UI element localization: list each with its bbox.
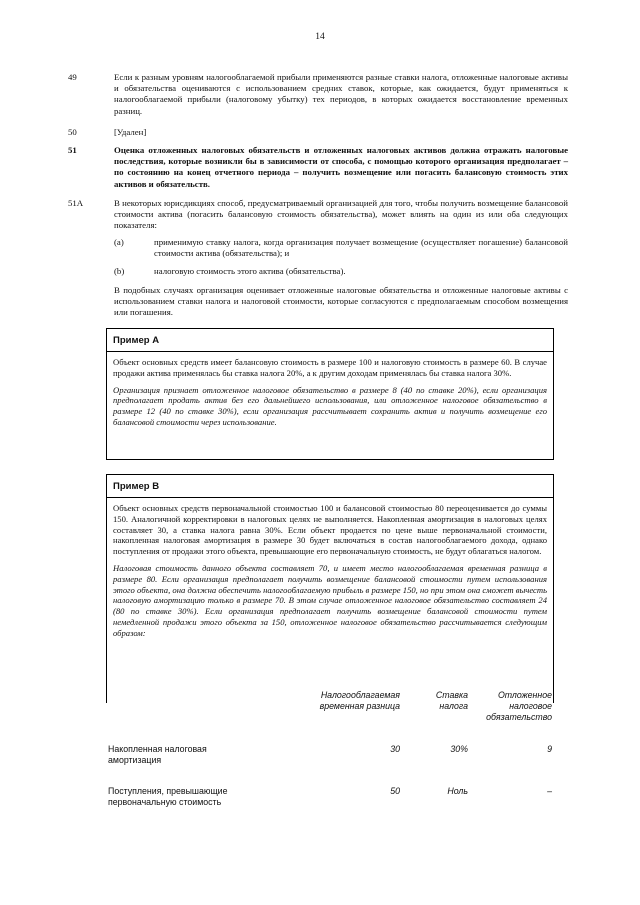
sub-item-label: (a) <box>114 237 124 247</box>
column-header-temporary-difference: Налогооблагаемая временная разница <box>319 690 400 711</box>
paragraph-number: 51 <box>68 145 77 155</box>
example-b-box <box>106 474 554 703</box>
paragraph-51a <box>68 198 568 232</box>
sub-item-b <box>114 266 568 277</box>
table-cell-difference: 50 <box>390 786 400 796</box>
table-cell-difference: 30 <box>390 744 400 754</box>
table-row-label: Поступления, превышающие первоначальную стоимость <box>108 786 228 807</box>
page-number: 14 <box>315 32 325 42</box>
paragraph-number: 51A <box>68 198 84 208</box>
example-a-box <box>106 328 554 460</box>
sub-item-text: налоговую стоимость этого актива (обязательства). <box>154 266 346 276</box>
column-header-deferred-liability: Отложенное налоговое обязательство <box>486 690 552 722</box>
table-row-label: Накопленная налоговая амортизация <box>108 744 207 765</box>
paragraph-50 <box>68 127 568 138</box>
paragraph-51 <box>68 145 568 190</box>
paragraph-text: Оценка отложенных налоговых обязательств и отложенных налоговых активов должна отражать налоговые последствия, которые возникли бы в зависимости от способа, с помощью которого организация предполагает – по состоянию на конец отчетного периода – получить возмещение или погасить балансовую стоимость этих активов и обязательств. <box>114 145 568 189</box>
paragraph-text: Если к разным уровням налогооблагаемой прибыли применяются разные ставки налога, отложенные налоговые активы и обязательства оцениваются с использованием средних ставок, которые, как ожидается, будут применяться к налогооблагаемой прибыли (налоговому убытку) тех периодов, в которых ожидается восстановление временных разниц. <box>114 72 568 116</box>
paragraph-number: 49 <box>68 72 77 82</box>
table-cell-liability: 9 <box>547 744 552 754</box>
example-b-body <box>107 498 553 649</box>
example-a-title: Пример А <box>107 329 553 352</box>
table-cell-rate: Ноль <box>447 786 468 796</box>
table-cell-liability: – <box>547 786 552 796</box>
paragraph-text: В некоторых юрисдикциях способ, предусматриваемый организацией для того, чтобы получить возмещение балансовой стоимости актива (погасить балансовую стоимость обязательства), может влиять на один из или оба следующих показателя: <box>114 198 568 231</box>
closing-paragraph <box>114 285 568 319</box>
example-a-body <box>107 352 553 438</box>
sub-item-text: применимую ставку налога, когда организация получает возмещение (осуществляет погашение) балансовой стоимости актива (обязательства); и <box>154 237 568 259</box>
example-b-text: Объект основных средств первоначальной стоимостью 100 и балансовой стоимостью 80 переоценивается до суммы 150. Аналогичной корректировки в налоговых целях не выполняется. Накопленная амортизация в налоговых целях составляет 30, а ставка налога равна 30%. Если объект продается по цене выше первоначальной стоимости, накопленная налоговая амортизация в размере 30 будет включаться в состав налогооблагаемого дохода, однако поступления от продажи этого объекта, превышающие его первоначальную стоимость, не будут облагаться налогом. <box>113 503 547 557</box>
sub-item-a <box>114 237 568 259</box>
deferred-tax-table <box>108 690 552 820</box>
example-a-text: Объект основных средств имеет балансовую стоимость в размере 100 и налоговую стоимость в размере 60. В случае продажи актива применялась бы ставка налога 20%, а к другим доходам применялась бы ставка налога 30%. <box>113 357 547 378</box>
example-a-italic-text: Организация признает отложенное налоговое обязательство в размере 8 (40 по ставке 20%), если организация предполагает продать актив без его дальнейшего использования, или отложенное налоговое обязательство в размере 12 (40 по ставке 30%), если организация рассчитывает сохранить актив и получить возмещение его балансовой стоимости через использование. <box>113 384 547 427</box>
table-cell-rate: 30% <box>450 744 468 754</box>
sub-item-label: (b) <box>114 266 125 276</box>
paragraph-49 <box>68 72 568 117</box>
example-b-title: Пример В <box>107 475 553 498</box>
column-header-tax-rate: Ставка налога <box>435 690 468 711</box>
closing-paragraph-text: В подобных случаях организация оценивает отложенные налоговые обязательства и отложенные налоговые активы с использованием ставки налога и налоговой стоимости, которые согласуются с предполагаемым способом возмещения или погашения. <box>114 285 568 318</box>
paragraph-text: [Удален] <box>114 127 147 137</box>
paragraph-number: 50 <box>68 127 77 137</box>
example-b-italic-text: Налоговая стоимость данного объекта составляет 70, и имеет место налогооблагаемая временная разница в размере 80. Если организация предполагает получить возмещение балансовой стоимости путем использования этого объекта, она должна обеспечить налогооблагаемую прибыль в размере 150, но при этом она сможет вычесть налоговую амортизацию только в размере 70. В этом случае отложенное налоговое обязательство составляет 24 (80 по ставке 30%). Если организация предполагает получить возмещение балансовой стоимости путем немедленной продажи этого объекта за 150, отложенное налоговое обязательство рассчитывается следующим образом: <box>113 562 547 638</box>
